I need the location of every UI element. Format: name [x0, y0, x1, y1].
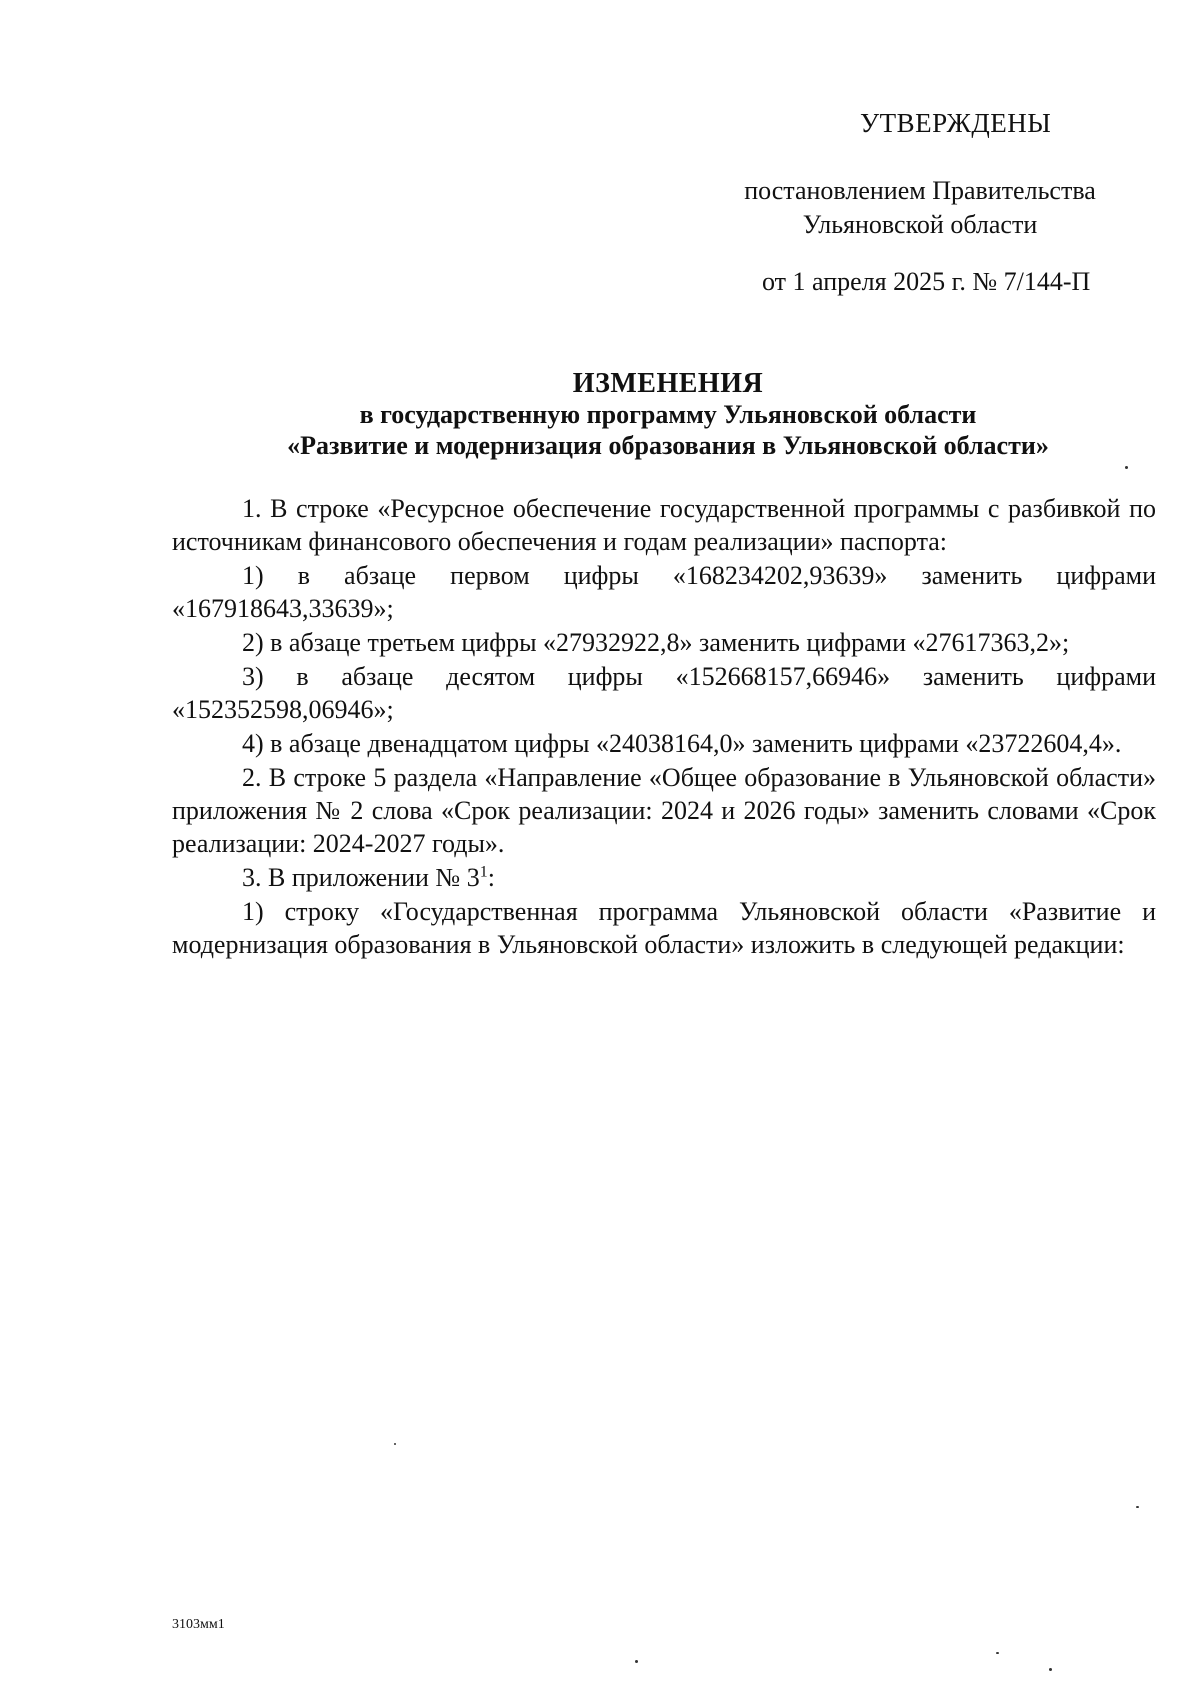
- paragraph-3-text: 3. В приложении № 3: [242, 863, 480, 892]
- paragraph-3-superscript: 1: [479, 863, 488, 881]
- scan-speck: [635, 1660, 638, 1663]
- approval-title: УТВЕРЖДЕНЫ: [860, 108, 1052, 138]
- paragraph-1-item-1: 1) в абзаце первом цифры «168234202,93639» заменить цифрами «167918643,33639»;: [172, 561, 1156, 623]
- paragraph-3-item-1: 1) строку «Государственная программа Ульяновской области «Развитие и модернизация образования в Ульяновской области» изложить в следующей редакции:: [172, 897, 1156, 959]
- document-body: [172, 492, 1156, 962]
- scan-speck: [996, 1652, 999, 1654]
- document-heading: [0, 368, 1200, 461]
- approval-authority: [690, 174, 1150, 242]
- heading-title: ИЗМЕНЕНИЯ: [572, 368, 764, 399]
- paragraph-1-item-3: 3) в абзаце десятом цифры «152668157,66946» заменить цифрами «152352598,06946»;: [172, 662, 1156, 724]
- footer-code: 3103мм1: [172, 1617, 225, 1632]
- heading-subtitle-line2: «Развитие и модернизация образования в Ульяновской области»: [287, 431, 1049, 460]
- paragraph-1-item-4: 4) в абзаце двенадцатом цифры «24038164,0» заменить цифрами «23722604,4».: [242, 729, 1122, 758]
- heading-subtitle-line1: в государственную программу Ульяновской области: [359, 400, 977, 429]
- paragraph-2: 2. В строке 5 раздела «Направление «Общее образование в Ульяновской области» приложения № 2 слова «Срок реализации: 2024 и 2026 годы» заменить словами «Срок реализации: 2024-2027 годы».: [172, 763, 1156, 858]
- paragraph-3: [172, 861, 1156, 894]
- approval-authority-line2: Ульяновской области: [802, 210, 1038, 239]
- paragraph-3-tail: :: [487, 863, 495, 892]
- scan-speck: [1125, 466, 1128, 469]
- paragraph-1: 1. В строке «Ресурсное обеспечение государственной программы с разбивкой по источникам финансового обеспечения и годам реализации» паспорта:: [172, 494, 1156, 556]
- scan-speck: [1136, 1506, 1139, 1508]
- scan-speck: [1049, 1668, 1052, 1671]
- scan-speck: [394, 1443, 396, 1445]
- approval-authority-line1: постановлением Правительства: [744, 176, 1096, 205]
- approval-date: от 1 апреля 2025 г. № 7/144-П: [762, 267, 1091, 296]
- paragraph-1-item-2: 2) в абзаце третьем цифры «27932922,8» заменить цифрами «27617363,2»;: [242, 628, 1070, 657]
